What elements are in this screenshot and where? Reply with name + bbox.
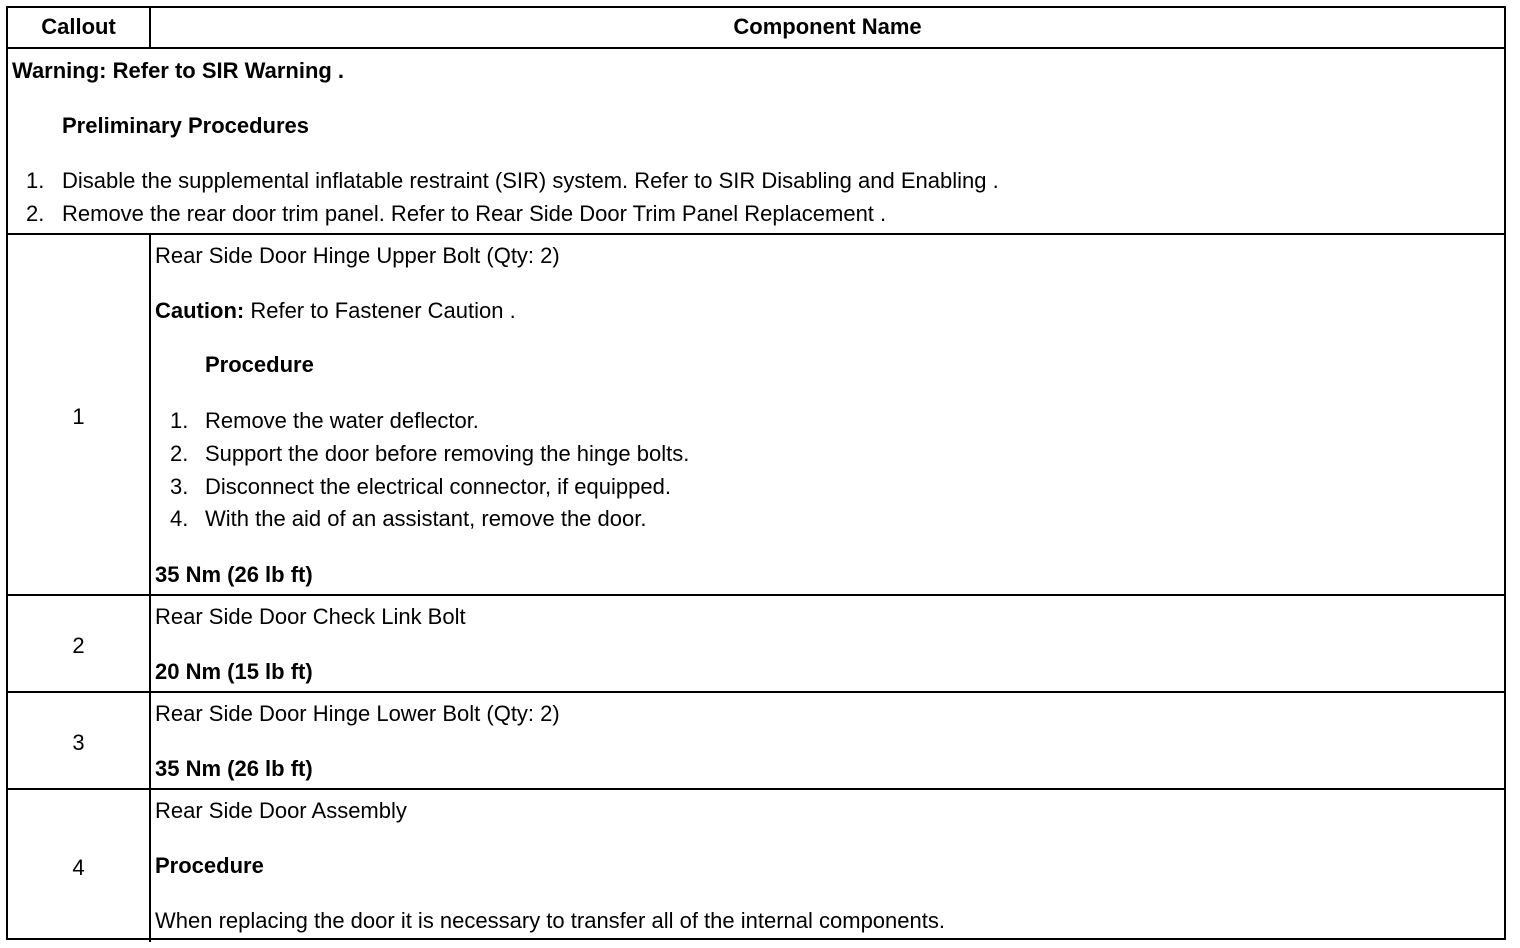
- component-table: [6, 6, 1506, 940]
- preliminary-step-text: Disable the supplemental inflatable restraint (SIR) system. Refer to SIR Disabling and Enabling .: [62, 168, 999, 193]
- row-divider: [8, 233, 1504, 235]
- column-divider: [149, 233, 151, 942]
- preliminary-step-text: Remove the rear door trim panel. Refer to Rear Side Door Trim Panel Replacement .: [62, 201, 887, 226]
- callout-number: 3: [72, 730, 85, 755]
- caution-line: [155, 298, 516, 324]
- procedure-step-text: With the aid of an assistant, remove the door.: [205, 506, 647, 531]
- procedure-step-text: Disconnect the electrical connector, if equipped.: [205, 474, 671, 499]
- header-component-name: Component Name: [733, 14, 922, 39]
- row-divider: [8, 788, 1504, 790]
- component-name: Rear Side Door Check Link Bolt: [155, 604, 466, 629]
- row-divider: [8, 691, 1504, 693]
- procedure-step-text: Remove the water deflector.: [205, 408, 479, 433]
- preliminary-step-num: 2.: [26, 201, 45, 226]
- procedure-step-num: 1.: [170, 408, 189, 433]
- callout-number: 1: [72, 404, 85, 429]
- procedure-heading: Procedure: [205, 352, 314, 377]
- callout-number: 2: [72, 633, 85, 658]
- torque-spec: 20 Nm (15 lb ft): [155, 659, 313, 684]
- callout-number: 4: [72, 855, 85, 880]
- torque-spec: 35 Nm (26 lb ft): [155, 562, 313, 587]
- procedure-note: When replacing the door it is necessary to transfer all of the internal components.: [155, 908, 945, 933]
- caution-label: Caution:: [155, 298, 245, 323]
- procedure-step-num: 2.: [170, 441, 189, 466]
- procedure-step-num: 4.: [170, 506, 189, 531]
- component-name: Rear Side Door Hinge Upper Bolt (Qty: 2): [155, 243, 560, 268]
- preliminary-step-num: 1.: [26, 168, 45, 193]
- warning-text: Refer to SIR Warning .: [112, 58, 345, 83]
- row-divider: [8, 594, 1504, 596]
- procedure-step-text: Support the door before removing the hinge bolts.: [205, 441, 690, 466]
- component-name: Rear Side Door Assembly: [155, 798, 407, 823]
- procedure-step-num: 3.: [170, 474, 189, 499]
- header-divider: [8, 47, 1504, 49]
- torque-spec: 35 Nm (26 lb ft): [155, 756, 313, 781]
- header-callout: Callout: [41, 14, 116, 39]
- component-name: Rear Side Door Hinge Lower Bolt (Qty: 2): [155, 701, 560, 726]
- warning-line: [12, 58, 344, 84]
- preliminary-heading: Preliminary Procedures: [62, 113, 310, 138]
- caution-text: Refer to Fastener Caution .: [250, 298, 516, 323]
- warning-label: Warning:: [12, 58, 107, 83]
- procedure-heading: Procedure: [155, 853, 264, 878]
